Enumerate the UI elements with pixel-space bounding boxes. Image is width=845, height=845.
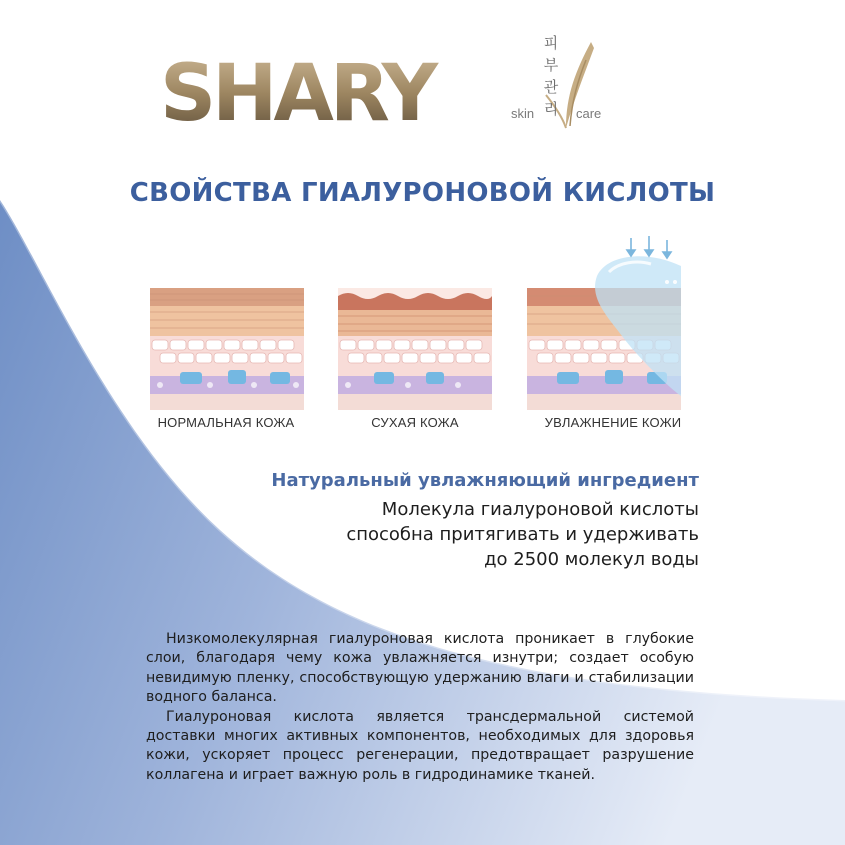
tagline-care: care: [576, 106, 602, 121]
ingredient-subtitle: Натуральный увлажняющий ингредиент: [271, 470, 699, 491]
korean-char: 관: [543, 78, 559, 96]
body-text: [146, 630, 694, 785]
logo-wordmark-text: SHARY: [160, 49, 435, 139]
ingredient-description: [346, 497, 699, 572]
korean-char: 피: [543, 34, 559, 52]
dry-skin-illustration: [338, 288, 492, 410]
ingredient-line: до 2500 молекул воды: [484, 549, 699, 570]
normal-skin-illustration: [150, 288, 304, 410]
skin-label-normal: НОРМАЛЬНАЯ КОЖА: [157, 415, 295, 430]
skin-label-moisturized: УВЛАЖНЕНИЕ КОЖИ: [544, 415, 682, 430]
page-title: СВОЙСТВА ГИАЛУРОНОВОЙ КИСЛОТЫ: [129, 178, 716, 208]
logo-wordmark-icon: [160, 40, 490, 140]
paragraph: Низкомолекулярная гиалуроновая кислота проникает в глубокие слои, благодаря чему кожа увлажняется изнутри; создает особую невидимую пленку, способствующую удержанию влаги и стабилизации водного баланса.: [146, 631, 694, 706]
ingredient-line: способна притягивать и удерживать: [346, 524, 699, 545]
tagline-skin: skin: [511, 106, 535, 121]
korean-char: 리: [543, 100, 559, 118]
moisturized-skin-illustration: [527, 236, 681, 410]
paragraph: Гиалуроновая кислота является трансдермальной системой доставки многих активных компонентов, необходимых для здоровья кожи, ускоряет процесс регенерации, предотвращает разрушение коллагена и играет важную роль в гидродинамике тканей.: [146, 708, 694, 783]
ingredient-line: Молекула гиалуроновой кислоты: [381, 499, 699, 520]
skin-label-dry: СУХАЯ КОЖА: [371, 415, 459, 430]
logo-korean-text: [540, 32, 562, 120]
korean-char: 부: [543, 56, 559, 74]
